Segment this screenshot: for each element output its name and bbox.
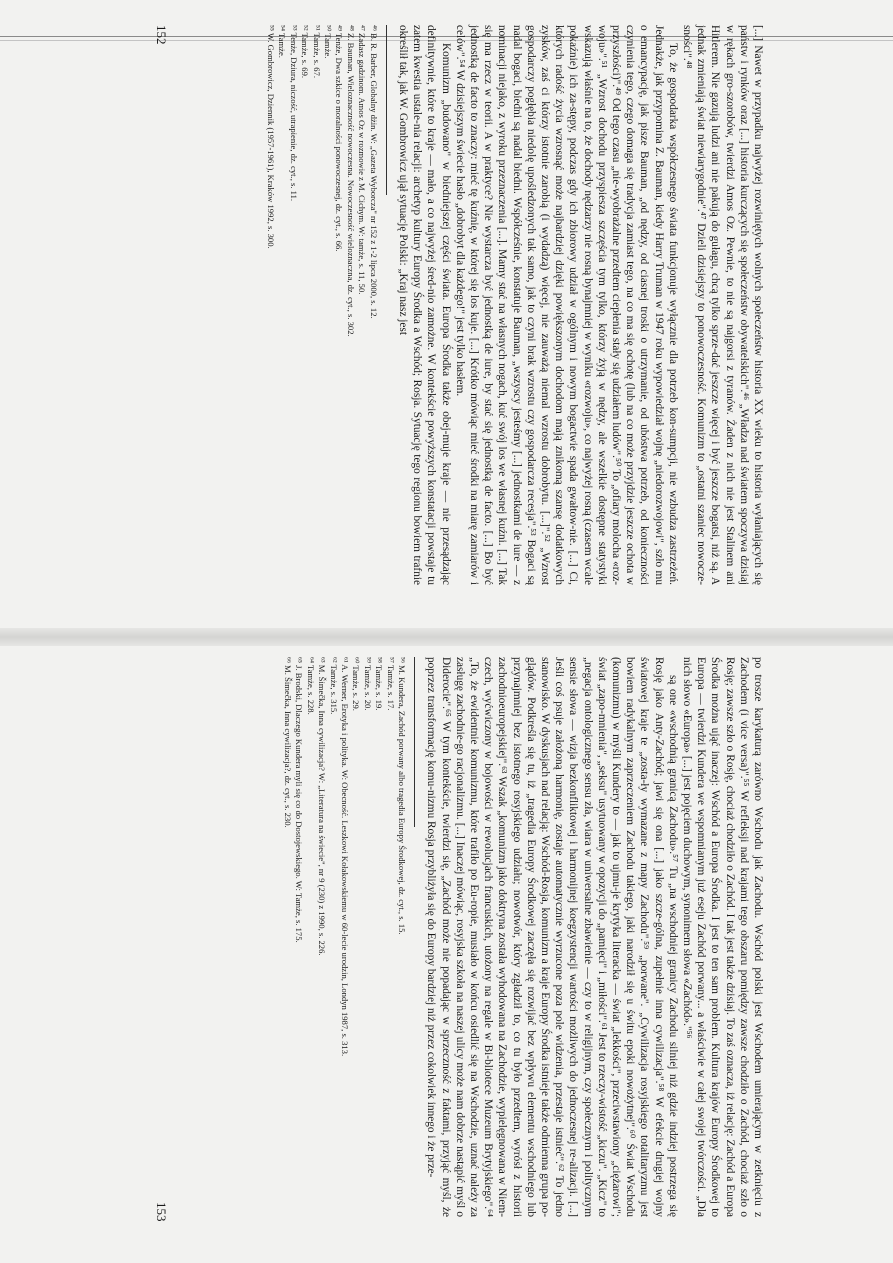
footnote-divider bbox=[386, 25, 387, 195]
page-number: 152 bbox=[154, 25, 169, 45]
footnote: ⁶⁵ J. Brodski, Dlaczego Kundera myli się co do Dostojewskiego. W: Tamże, s. 175. bbox=[294, 657, 305, 943]
page-153-body bbox=[282, 657, 765, 1217]
paragraph: [...] Nawet w przypadku najwyżej rozwiniętych wolnych społeczeństw historia XX wieku to historia wyłaniających się państw i rynków oraz [...] historia kurczących się społeczeństw obywatelskich".⁴⁶ „Władza nad światem spoczywa dzisiaj w rękach gro-szorobów, twierdzi Amos Oz. Pewnie, to nie są najgorsi z tyranów. Żaden z nich nie jest Stalinem ani Hitlerem. Nie gazują ludzi ani nie pakują do gułagu, chcą tylko sprze-dać jeszcze więcej i być jeszcze bogatsi, niż są. A jednak zmieniają świat niewiarygodnie".⁴⁷ Dzieli dzisiejszy to ponowoczesność. Komunizm to „ostatni szaniec nowocze-sności".⁴⁸ bbox=[680, 25, 764, 585]
footnote: ⁴⁶ B. R. Barber, Globalny dżin. W: „Gazeta Wyborcza" nr 152 z 1-2 lipca 2000, s. 12. bbox=[368, 25, 379, 319]
footnote: ⁵³ Tenże, Dziura, niczość, utrapienie, dz. cyt., s. 11. bbox=[288, 25, 299, 202]
page-152-body bbox=[265, 25, 765, 585]
book-gutter bbox=[0, 628, 893, 646]
footnote: ⁵⁶ M. Kundera, Zachód porwany albo tragedia Europy Środkowej, dz. cyt., s. 15. bbox=[397, 657, 408, 935]
footnotes-153 bbox=[282, 657, 407, 1217]
footnote: ⁶⁴ Tamże, s. 228. bbox=[305, 657, 316, 715]
footnote: ⁶² Tamże, s. 315. bbox=[328, 657, 339, 715]
footnote: ⁶³ M. Šimečka, Inna cywilizacja? W: „Literatura na świecie", nr 9 (230) z 1990, s. 226. bbox=[317, 657, 328, 956]
footnote: ⁵⁴ Tamże. bbox=[277, 25, 288, 58]
footnote: ⁵⁵ W. Gombrowicz, Dziennik (1957-1961), Kraków 1992, s. 300. bbox=[266, 25, 277, 249]
footnote: ⁵² Tamże, s. 69. bbox=[300, 25, 311, 79]
book-page-153 bbox=[155, 657, 765, 1257]
footnotes-152 bbox=[265, 25, 379, 585]
footnote: ⁶⁰ Tamże, s. 29. bbox=[351, 657, 362, 711]
paragraph: Komunizm „budowano" w biedniejszej części świata. Europa Środka także obej-muje kraje — nie przesądzając definitywnie, które to kraje — mało, a co najwyżej śred-nio zamożne. W kontekście powyższych konstatacji powstaje tu zatem kwestia ustale-nia relacji: archetyp kultury Europy Środka a Wschód; Rosja. Sytuację tego regionu bowiem trafnie określił tak, jak W. Gombrowicz ujął sytuację Polski: „Kraj nasz jest bbox=[396, 25, 452, 585]
paragraph: są one «wschodnią granicą Zachodu».⁵⁷ Tu „na wschodniej granicy Zachodu silniej niż gdzie indziej postrzega się Rosję jako Anty-Zachód; jawi się ona [...] jako szcze-gólna, zupełnie inna cywilizacja".⁵⁸ W efekcie drugiej wojny światowej kraje te „zosta-ły wymazane z mapy Zachodu".⁵⁹ „porwane". „Cywilizacja rosyjskiego totalitaryzmu jest bowiem radykalnym zaprzeczeniem Zachodu takiego, jaki narodził się u świtu epoki nowożytnej".⁶⁰ Świat Wschodu (komunizmu) w myśli Kundery to — jak to ujmu-je krytyka literacka — świat „lekkości", przeciwstawiony „ciężarowi"; świat „zapo-mnienia", „seksu" usytuowany w opozycji do „pamięci" i „miłości".⁶¹ Jest to rzeczy-wistość „kiczu". „Kicz" to „negacja ontologicznego sensu zła, wiara w uniwersalne zbawienie — czy to w religijnym, czy społecznym i politycznym sensie słowa — wizja bezkonfliktowej i harmonijnej koegzystencji wartości możliwych do jednoczesnej re-alizacji. [...] Jeśli coś psuje założoną harmonię, zostaje automatycznie wyrzucone poza pole widzenia, przestaje istnieć".⁶² To jedno stanowisko. W dyskusjach nad relacją: Wschód-Rosja, komunizm a kraje Europy Środka istnieje także odmienna grupa po-glądów. Podkreśla się tu, iż „tragedia Europy Środkowej zaczęła się rozwijać bez wpływu elementu wschodniego lub przynajmniej bez istotnego rosyjskiego udziału; nowotwór, który zgładził to, co tu było przedtem, wyrósł z historii zachodnioeuropejskiej".⁶³ Wszak „komunizm jako doktryna została wyhodowana na Zachodzie, wypielęgnowana w Niem-czech, wyćwiczony w bojowości w rewolucjach francuskich, utożony na regale w Bi-bliotece Muzeum Brytyjskiego".⁶⁴ „To, że ewidentnie komunizmu, które trafiło po Eu-ropie, musiało w końcu osiedlić się na Wschodzie, uznać należy za zasługę zachodnie-go racjonalizmu. [...] Inaczej mówiąc, rosyjska szkoła na naszej ulicy może nam dobrze nastąpić myśl o Diderocie".⁶⁵ W tym kontekście, twierdzi się, „Zachód może nie popadając w sprzeczność z faktami, przyjąć myśl, że poprzez transformację komu-nizmu Rosja przybliżyła się do Europy bardziej niż przez cokolwiek innego i że prze- bbox=[425, 657, 679, 1217]
footnote: ⁵⁹ Tamże, s. 20. bbox=[362, 657, 373, 711]
footnote: ⁵¹ Tamże, s. 67. bbox=[311, 25, 322, 79]
paragraph: po trosze karykaturą zarówno Wschodu jak Zachodu. Wschód polski jest Wschodem umierającym w zetknięciu z Zachodem (i vice versa)".⁵⁵ W refleksji nad krajami tego obszaru pomiędzy zawsze chodziło o Zachód, chociaż szło o Rosję; zawsze szło o Rosję, chociaż chodziło o Zachód. I tak jest także dzisiaj. To zaś oznacza, iż relację: Zachód a Europa Środka można ująć inaczej: Wschód a Europa Środka. I jest to ten sam problem. Kultura krajów Europy Środkowej to Europa — twierdzi Kundera we wspomnianym już eseju Zachód porwany... a właściwie w całej swojej twórczości. „Dla nich słowo «Europa» [...] jest pojęciem duchowym, synonimem słowa «Zachód»."⁵⁶ bbox=[680, 657, 764, 1217]
footnote: ⁵⁷ Tamże, s. 17. bbox=[385, 657, 396, 711]
footnote: ⁴⁸ Z. Bauman, Wieloznaczność nowoczesna. Nowoczesność wieloznaczna, dz. cyt., s. 302. bbox=[345, 25, 356, 337]
footnote: ⁴⁹ Tenże, Dwa szkice o moralności ponowoczesnej, dz. cyt., s. 66. bbox=[334, 25, 345, 252]
footnote: ⁶⁶ M. Šimečka, Inna cywilizacja?, dz. cyt., s. 230. bbox=[283, 657, 294, 828]
footnote: ⁵⁰ Tamże. bbox=[323, 25, 334, 59]
footnote: ⁵⁸ Tamże, s. 19. bbox=[374, 657, 385, 711]
footnote: ⁶¹ A. Werner, Erotyka i polityka. W: Obecność. Leszkowi Kołakowskiemu w 60-lecie urodzin, Londyn 1987, s. 313. bbox=[340, 657, 351, 1057]
footnote-divider bbox=[414, 657, 415, 827]
book-page-152 bbox=[155, 25, 765, 625]
page-number: 153 bbox=[154, 1202, 169, 1222]
paragraph: To, że gospodarka współczesnego świata funkcjonuje wyłącznie dla potrzeb kon-sumpcji, nie wzbudza zastrzeżeń. Jednakże, jak przypomina Z. Bauman, kiedy Harry Truman w 1947 roku wypowiedział wojnę „niedorozwojowi", szło mu o emancypację, jak pisze Bauman, „od nędzy, od ciasnej troski o utrzymanie, od ubóstwa potrzeb, od konieczności czynienia tego, czego domaga się tradycja zamiast tego, na co ma się ochotę (lub na co może przyjdzie jeszcze ochota w przyszłości)".⁴⁹ Od tego czasu „nie-wyobrażalne przedtem ciepłenia stały się udziałem ludów".⁵⁰ To „ofiary molocha «roz-woju»".⁵¹ „Wzrost dochodu przyspiesza szczęścia tym tylko, którzy żyją w nędzy, ale wszelkie dostępne statystyki wskazują właśnie na to, że dochody nędzarzy nie rosną bynajmniej w wyniku «rozwoju», co najwyżej rosną (czasem wcale pokaźnie) ich za-stępy, podczas gdy ich zbiorowy udział w ogólnym i nowym bogactwie spada gwałtow-nie. [...] Ci, których radość życia wzrosnąć może najbardziej dzięki powiększonym dochodom mają znikomą szansę dodatkowych zysków, zaś ci którzy istotnie zarobią (i wydadzą) więcej, nie zauważą niemal wzrostu dobrobytu. [...]".⁵² „Wzrost gospodarczy pogłębia niedolę upośledzonych tak samo, jak to czyni brak wzrostu czy gospodarcza recesja".⁵³ Bogaci są nadal bogaci, biedni są nadal biedni. Współcześnie, konstatuje Bauman, „wszyscy jesteśmy [...] jednostkami de iure — z nominacji niejako, z wyroku przeznaczenia [...]. Mamy stać na własnych nogach, kuć swój los we własnej kuźni. [...] Tak się ma rzecz w teorii. A w praktyce? Nie wystarcza być jednostką de iure, by stać się jednostką de facto. [...] Bo być jednostką de facto to znaczy: mieć tę kuźnię, w której się los kuje. [...] Krótko mówiąc mieć środki na miarę zamiarów i celów".⁵⁴ W dzisiejszym świecie hasło „dobrobyt dla każdego!" jest tylko hasłem. bbox=[453, 25, 679, 585]
footnote: ⁴⁷ Zadasz gadzinom. Amos Oz w rozmowie z M. Cichym. W: tamże, s. 11, 50. bbox=[357, 25, 368, 295]
